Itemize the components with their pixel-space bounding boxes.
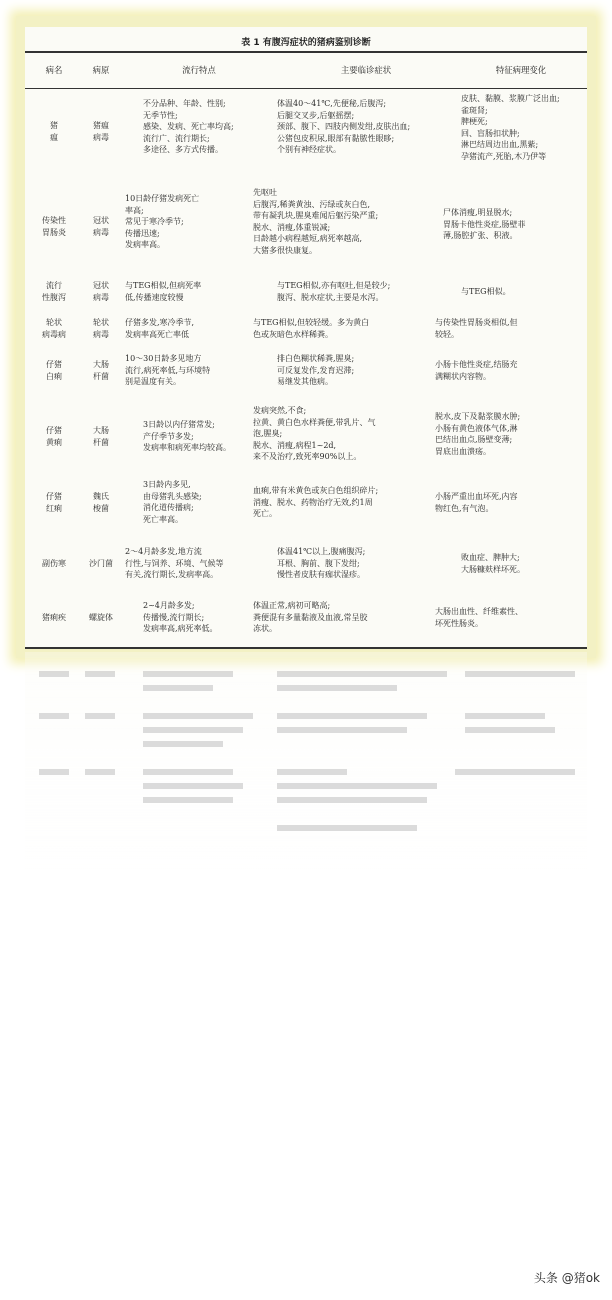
- column-header-pathogen: 病原: [92, 65, 110, 75]
- symptoms: 与TEG相似,亦有呕吐,但是较少; 腹泻、脱水症状,主要是水泻。: [277, 281, 391, 302]
- lesions: 皮肤、黏膜、浆膜广泛出血; 雀斑肾; 脾梗死; 回、盲肠扣状肿; 淋巴结周边出血,黑紫; 孕猪流产,死胎,木乃伊等: [461, 94, 560, 161]
- column-header-epidemiology: 流行特点: [182, 65, 216, 75]
- disease-name: 仔猪 红痢: [46, 492, 62, 513]
- epidemiology: 2~4月龄多发; 传播慢,流行期长; 发病率高,病死率低。: [143, 601, 218, 633]
- lesions: 与传染性胃肠炎相似,但 较轻。: [435, 318, 518, 339]
- table-top-rule: [25, 51, 587, 53]
- symptoms: 体温40～41℃,先便秘,后腹泻; 后腿交叉步,后躯摇摆; 颈部、腹下、四肢内侧发绀,皮肤出血; 公猪包皮积尿,眼部有黏脓性眼眵; 个别有神经症状。: [277, 99, 411, 154]
- symptoms: 血痢,带有米黄色或灰白色组织碎片; 消瘦、脱水、药物治疗无效,约1周 死亡。: [253, 486, 379, 518]
- table-bottom-rule: [25, 647, 587, 649]
- symptoms: 先呕吐 后腹泻,稀粪黄浊、污绿或灰白色, 带有凝乳块,腥臭难闻后躯污染严重; 脱水、消瘦,体重锐减; 日龄越小病程越短,病死率越高, 大猪多很快康复。: [253, 188, 379, 255]
- epidemiology: 3日龄内多见, 由母猪乳头感染; 消化道传播病; 死亡率高。: [143, 480, 202, 524]
- pathogen: 冠状 病毒: [93, 216, 109, 237]
- epidemiology: 2～4月龄多发,地方流 行性,与饲养、环境、气候等 有关,流行期长,发病率高。: [125, 547, 224, 579]
- disease-name: 流行 性腹泻: [42, 281, 66, 302]
- epidemiology: 10～30日龄多见地方 流行,病死率低,与环境特 别是温度有关。: [125, 354, 211, 386]
- disease-name: 副伤寒: [42, 559, 66, 568]
- lesions: 小肠卡他性炎症,结肠充 满糊状内容物。: [435, 360, 518, 381]
- pathogen: 螺旋体: [89, 613, 113, 622]
- pathogen: 冠状 病毒: [93, 281, 109, 302]
- column-header-disease: 病名: [45, 65, 63, 75]
- pathogen: 魏氏 梭菌: [93, 492, 109, 513]
- symptoms: 排白色糊状稀粪,腥臭; 可反复发作,发育迟滞; 易继发其他病。: [277, 354, 355, 386]
- epidemiology: 3日龄以内仔猪常发; 产仔季节多发; 发病率和病死率均较高。: [143, 420, 231, 452]
- pathogen: 沙门菌: [89, 559, 113, 568]
- symptoms: 体温41℃以上,腹痛腹泻; 耳根、胸前、腹下发绀; 慢性者皮肤有痂状湿疹。: [277, 547, 366, 579]
- epidemiology: 仔猪多发,寒冷季节, 发病率高死亡率低: [125, 318, 195, 339]
- pathogen: 大肠 杆菌: [93, 360, 109, 381]
- column-header-lesions: 特征病理变化: [495, 65, 547, 75]
- column-header-symptoms: 主要临诊症状: [340, 65, 392, 75]
- epidemiology: 与TEG相似,但病死率 低,传播速度较慢: [125, 281, 202, 302]
- lesions: 败血症、脾肿大; 大肠糠麸样坏死。: [461, 553, 525, 574]
- disease-name: 仔猪 白痢: [46, 360, 62, 381]
- pathogen: 轮状 病毒: [93, 318, 109, 339]
- symptoms: 与TEG相似,但较轻缓。多为黄白 色或灰暗色水样稀粪。: [253, 318, 370, 339]
- epidemiology: 10日龄仔猪发病死亡 率高; 常见于寒冷季节; 传播迅速; 发病率高。: [125, 194, 200, 249]
- table-card: [25, 27, 587, 649]
- table-title: 表 1 有腹泻症状的猪病鉴别诊断: [241, 38, 371, 48]
- lesions: 尸体消瘦,明显脱水; 胃肠卡他性炎症,肠壁菲 薄,肠腔扩张、积液。: [443, 208, 526, 240]
- pathogen: 猪瘟 病毒: [93, 121, 109, 142]
- disease-name: 猪痢疾: [42, 613, 66, 622]
- lesions: 小肠严重出血坏死,内容 物红色,有气泡。: [435, 492, 518, 513]
- epidemiology: 不分品种、年龄、性别; 无季节性; 感染、发病、死亡率均高; 流行广、流行期长; 多途径、多方式传播。: [143, 99, 234, 154]
- watermark: 头条 @猪ok: [533, 1271, 600, 1285]
- disease-name: 轮状 病毒病: [42, 318, 66, 339]
- disease-name: 猪 瘟: [50, 121, 58, 142]
- symptoms: 体温正常,病初可略高; 粪便混有多量黏液及血液,常呈胶 冻状。: [253, 601, 368, 633]
- pathogen: 大肠 杆菌: [93, 426, 109, 447]
- lesions: 脱水,皮下及黏浆膜水肿; 小肠有黄色液体气体,淋 巴结出血点,肠壁变薄; 胃底出血溃疡。: [435, 412, 521, 456]
- lesions: 与TEG相似。: [461, 287, 511, 296]
- table-reflection: [25, 652, 587, 882]
- table-header-rule: [25, 88, 587, 89]
- disease-name: 传染性 胃肠炎: [42, 216, 66, 237]
- symptoms: 发病突然,不食; 拉黄、黄白色水样粪便,带乳片、气 泡,腥臭; 脱水、消瘦,病程1~2d, 来不及治疗,致死率90%以上。: [253, 406, 376, 461]
- disease-name: 仔猪 黄痢: [46, 426, 62, 447]
- lesions: 大肠出血性、纤维素性、 坏死性肠炎。: [435, 607, 523, 628]
